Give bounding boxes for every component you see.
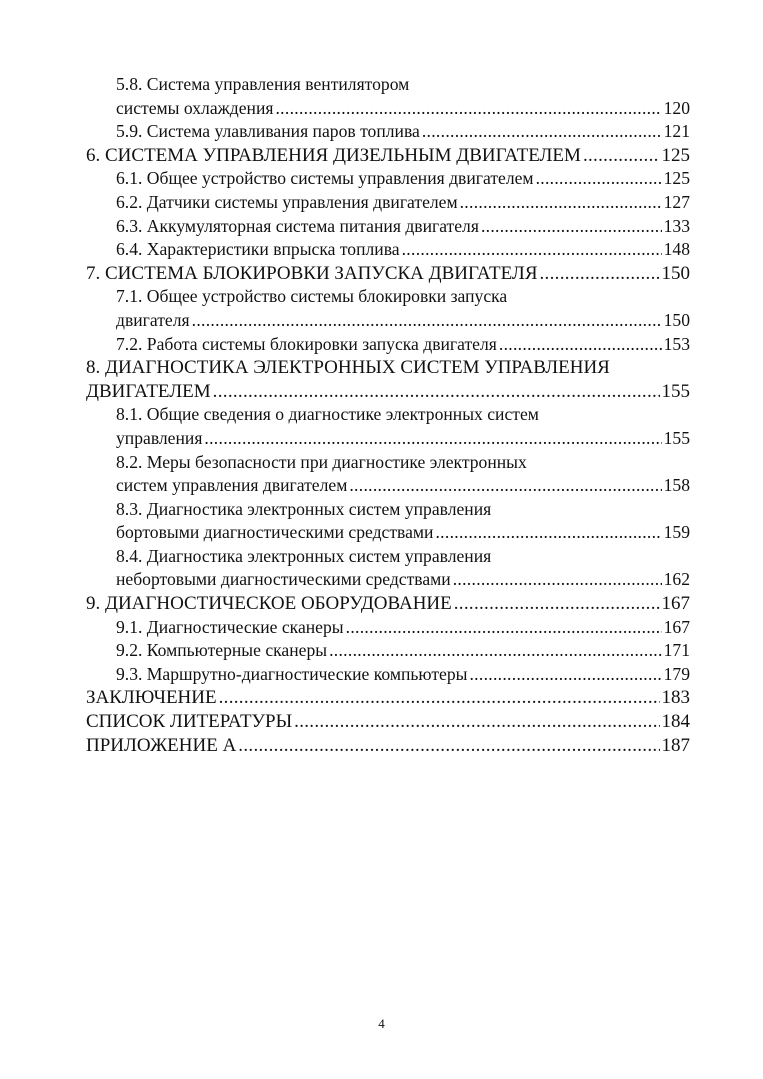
toc-entry-page: 159 [663,522,690,543]
toc-entry-page: 153 [663,333,690,354]
toc-entry[interactable] [86,403,690,427]
toc-entry-page: 155 [661,380,690,402]
toc-entry-title: 9.1. Диагностические сканеры [116,616,344,637]
toc-entry-title: 5.8. Система управления вентилятором [116,74,410,94]
toc-entry-page: 184 [661,711,690,733]
toc-entry-page: 158 [663,475,690,496]
toc-entry[interactable] [86,451,690,475]
toc-entry-page: 183 [661,687,690,709]
toc-entry-page: 133 [663,215,690,236]
toc-entry-title: 8.3. Диагностика электронных систем управления [116,498,492,519]
toc-entry[interactable] [86,333,690,357]
toc-entry-title: 6.2. Датчики системы управления двигателем [116,191,458,212]
toc-entry[interactable] [86,616,690,640]
toc-entry-page: 148 [663,239,690,260]
table-of-contents [86,73,690,757]
toc-entry[interactable] [86,710,690,734]
toc-entry-title: систем управления двигателем [116,475,348,496]
toc-entry[interactable] [86,639,690,663]
toc-entry-title: системы охлаждения [116,97,274,118]
dot-leader [536,167,662,191]
toc-entry[interactable] [86,120,690,144]
toc-entry-page: 179 [663,663,690,684]
toc-entry-page: 167 [661,593,690,615]
toc-entry-title: ПРИЛОЖЕНИЕ А [86,734,237,756]
dot-leader [238,734,659,758]
dot-leader [540,262,660,286]
toc-entry-title: 9. ДИАГНОСТИЧЕСКОЕ ОБОРУДОВАНИЕ [86,593,452,615]
toc-entry[interactable] [86,215,690,239]
toc-entry[interactable] [86,521,690,545]
toc-entry[interactable] [86,498,690,522]
toc-entry-page: 125 [661,144,690,166]
toc-entry-title: ДВИГАТЕЛЕМ [86,380,211,402]
toc-entry-title: 8.4. Диагностика электронных систем управления [116,545,492,566]
dot-leader [219,686,660,710]
dot-leader [346,616,662,640]
dot-leader [294,710,659,734]
toc-entry-page: 120 [663,97,690,118]
dot-leader [275,97,661,121]
toc-entry-title: СПИСОК ЛИТЕРАТУРЫ [86,711,293,733]
toc-entry-title: 7.2. Работа системы блокировки запуска двигателя [116,333,497,354]
toc-entry-title: 8.1. Общие сведения о диагностике электронных систем [116,404,539,425]
toc-entry-page: 150 [663,309,690,330]
toc-entry-title: двигателя [116,309,190,330]
toc-entry-title: 5.9. Система улавливания паров топлива [116,121,420,142]
toc-entry-page: 171 [663,640,690,661]
toc-entry-title: небортовыми диагностическими средствами [116,569,451,590]
toc-entry-title: 6.1. Общее устройство системы управления двигателем [116,168,534,189]
toc-entry[interactable] [86,592,690,616]
toc-entry[interactable] [86,73,690,97]
toc-entry[interactable] [86,686,690,710]
toc-entry-title: бортовыми диагностическими средствами [116,522,434,543]
toc-entry-title: 9.2. Компьютерные сканеры [116,640,328,661]
toc-entry-title: управления [116,427,203,448]
toc-entry[interactable] [86,238,690,262]
dot-leader [204,427,661,451]
toc-entry-title: 7.1. Общее устройство системы блокировки запуска [116,286,508,307]
toc-entry[interactable] [86,356,690,380]
toc-entry[interactable] [86,380,690,404]
toc-entry[interactable] [86,568,690,592]
toc-entry[interactable] [86,734,690,758]
toc-entry[interactable] [86,663,690,687]
toc-entry[interactable] [86,309,690,333]
toc-entry-title: 7. СИСТЕМА БЛОКИРОВКИ ЗАПУСКА ДВИГАТЕЛЯ [86,262,538,284]
toc-entry-title: 6. СИСТЕМА УПРАВЛЕНИЯ ДИЗЕЛЬНЫМ ДВИГАТЕЛЕМ [86,144,581,166]
toc-entry-page: 187 [661,734,690,756]
toc-entry[interactable] [86,474,690,498]
toc-entry-title: 9.3. Маршрутно-диагностические компьютеры [116,663,468,684]
toc-entry[interactable] [86,262,690,286]
dot-leader [454,592,660,616]
toc-entry-title: 6.4. Характеристики впрыска топлива [116,239,400,260]
toc-entry[interactable] [86,167,690,191]
toc-entry[interactable] [86,144,690,168]
dot-leader [460,191,662,215]
toc-entry-page: 162 [663,569,690,590]
toc-entry-page: 127 [663,191,690,212]
dot-leader [453,568,662,592]
toc-entry[interactable] [86,97,690,121]
dot-leader [499,333,662,357]
toc-entry-title: 8. ДИАГНОСТИКА ЭЛЕКТРОННЫХ СИСТЕМ УПРАВЛЕНИЯ [86,357,610,379]
toc-entry-title: ЗАКЛЮЧЕНИЕ [86,687,217,709]
page-number: 4 [378,1016,385,1031]
toc-entry[interactable] [86,427,690,451]
toc-entry-page: 167 [663,616,690,637]
toc-entry-title: 6.3. Аккумуляторная система питания двигателя [116,215,479,236]
dot-leader [435,521,661,545]
dot-leader [583,144,660,168]
toc-entry[interactable] [86,285,690,309]
dot-leader [402,238,662,262]
dot-leader [469,663,661,687]
dot-leader [192,309,662,333]
toc-entry-page: 125 [663,168,690,189]
dot-leader [349,474,661,498]
dot-leader [213,380,660,404]
toc-entry-title: 8.2. Меры безопасности при диагностике электронных [116,451,527,472]
dot-leader [481,215,662,239]
toc-entry-page: 155 [663,427,690,448]
toc-entry[interactable] [86,545,690,569]
toc-entry[interactable] [86,191,690,215]
toc-entry-page: 121 [663,121,690,142]
toc-entry-page: 150 [661,262,690,284]
dot-leader [422,120,662,144]
dot-leader [329,639,662,663]
